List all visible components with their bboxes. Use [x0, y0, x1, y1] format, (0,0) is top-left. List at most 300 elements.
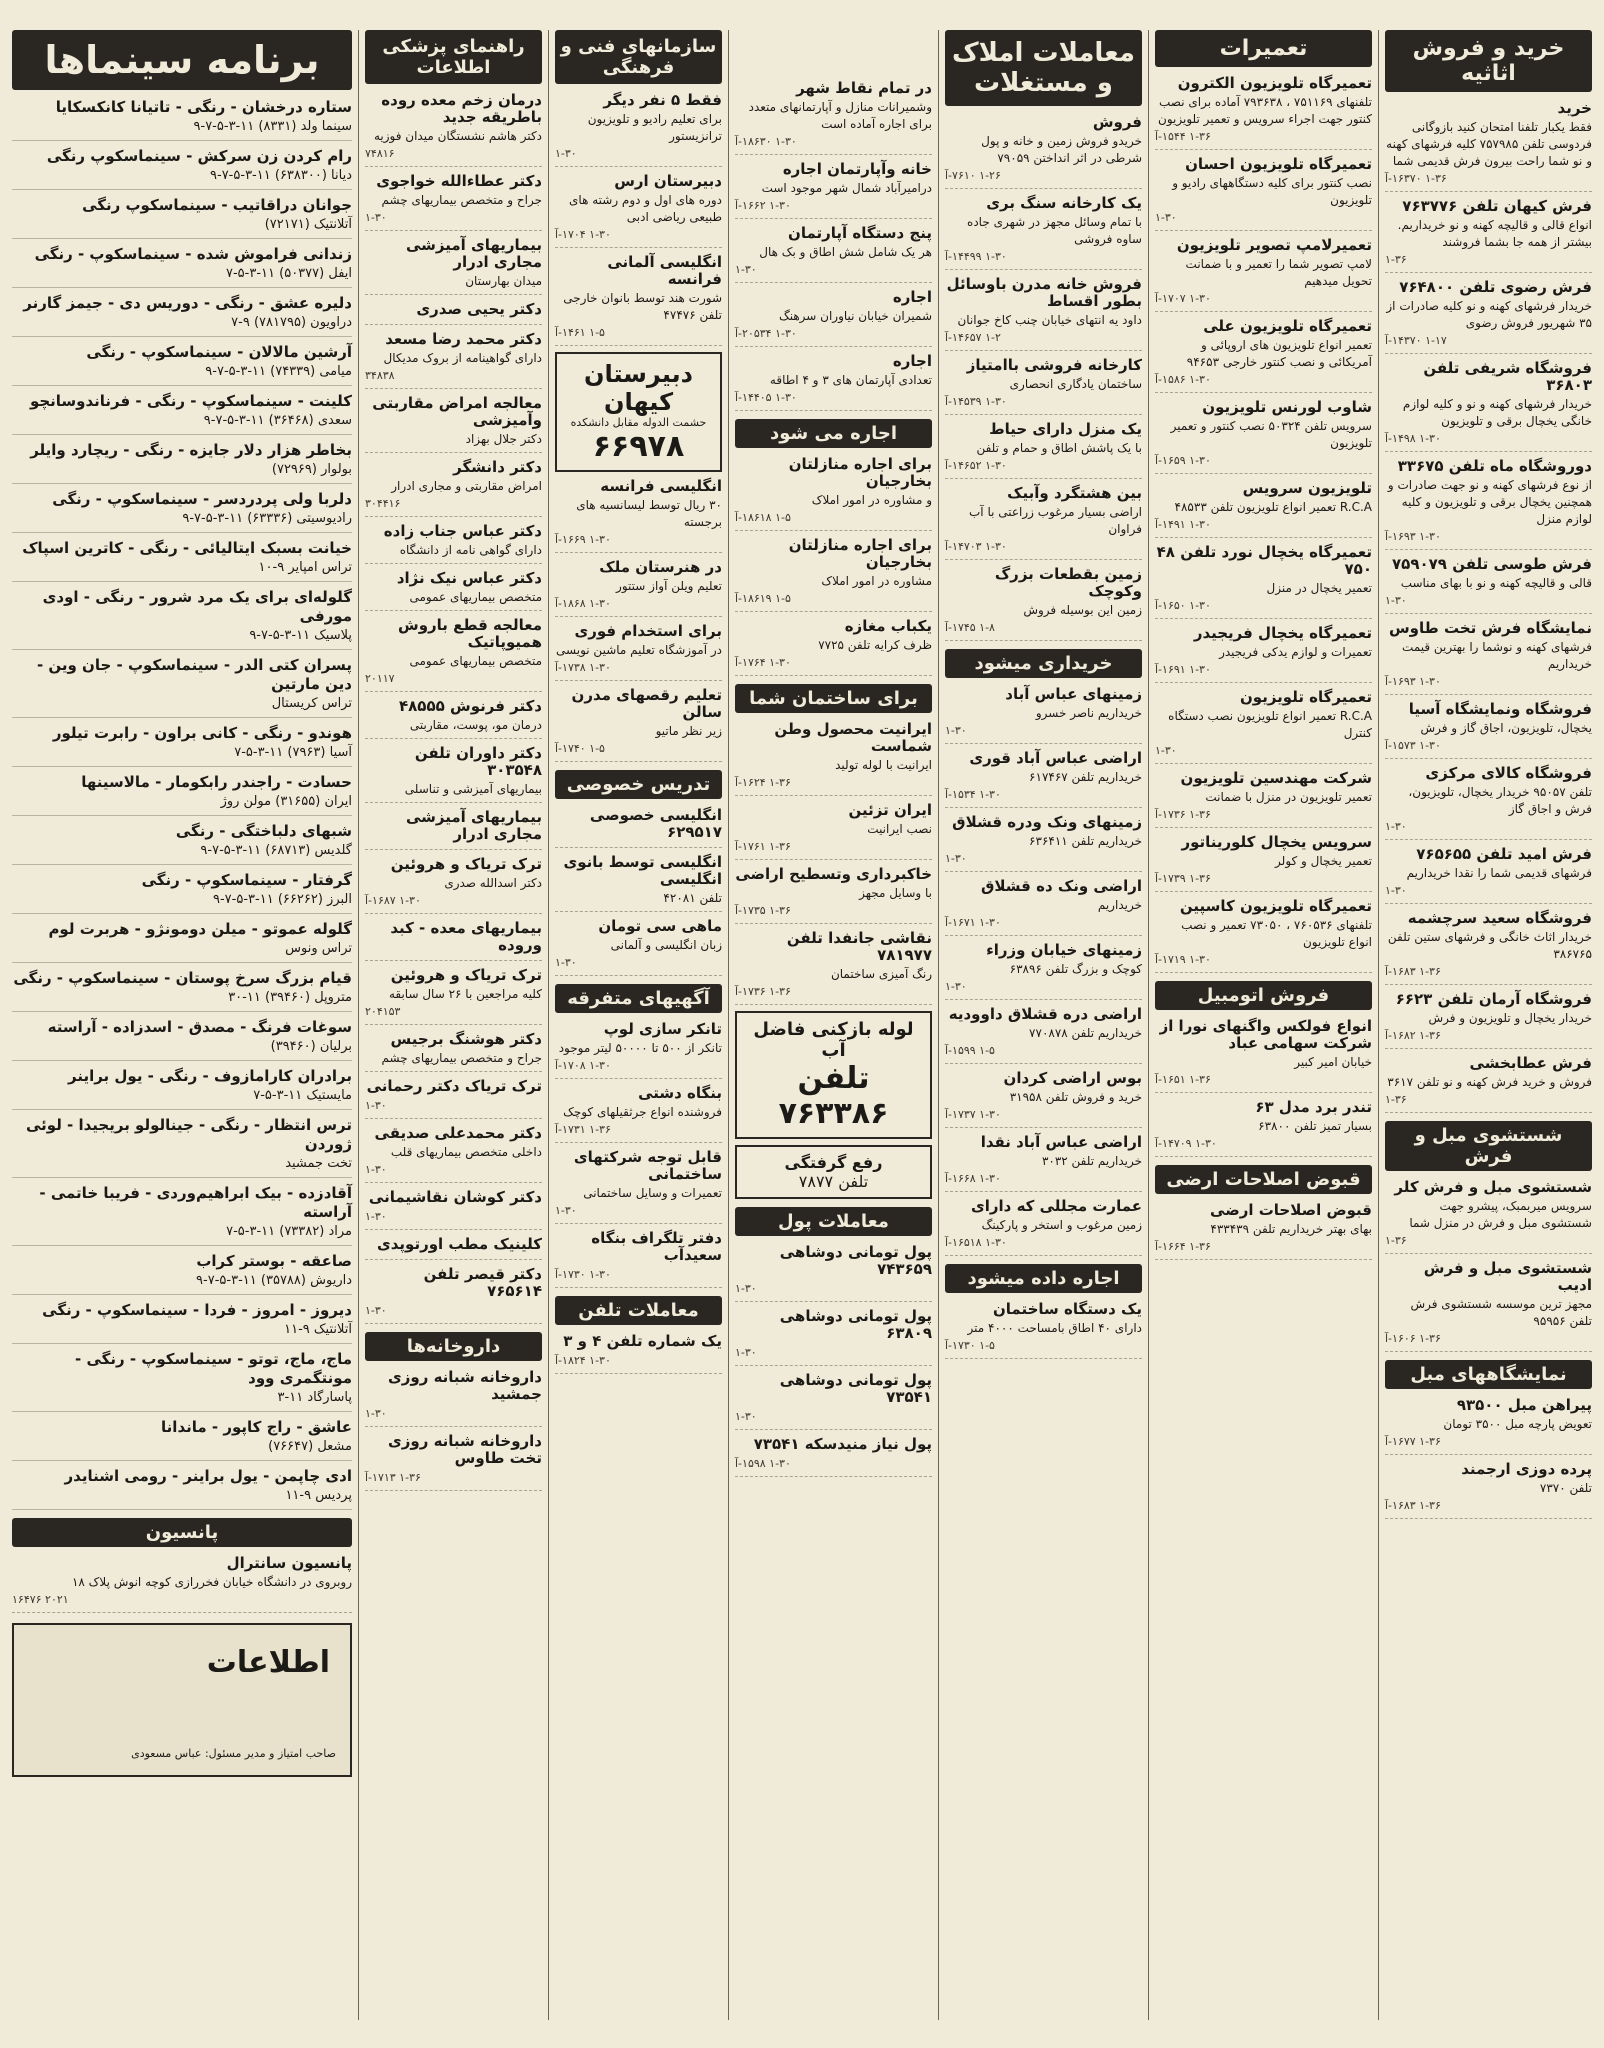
classified-ad	[945, 814, 1142, 872]
realestate2-section-building: برای ساختمان شما	[735, 684, 932, 713]
ad-code: ۱-۳۰ ۱۴۹۱-آ	[1155, 518, 1211, 531]
ad-code: ۱-۳۰ ۱۶۵۹-آ	[1155, 454, 1211, 467]
ad-title: تعلیم رقصهای مدرن سالن	[571, 686, 722, 721]
classified-ad	[1385, 1397, 1592, 1455]
ad-body: بیماریهای آمیزشی و تناسلی	[404, 782, 542, 796]
ad-title: تانکر سازی لوپ	[603, 1020, 722, 1038]
ad-body: تعمیر تلویزیون در منزل با ضمانت	[1205, 790, 1372, 804]
ad-code: ۱-۳۰ ۱۵۸۶-آ	[1155, 373, 1211, 386]
ad-title: خاکبرداری وتسطیح اراضی	[735, 865, 932, 883]
ad-title: بیماریهای آمیزشی مجاری ادرار	[405, 236, 542, 271]
classified-ad	[1155, 898, 1372, 973]
classified-ad	[365, 173, 542, 231]
ad-code: ۱-۳۶ ۱۷۳۹-آ	[1155, 872, 1211, 885]
film-title: خیانت بسبک ایتالیائی - رنگی - کاترین اسپاک	[22, 539, 352, 557]
cinema-listing	[12, 822, 352, 865]
ad-title: تعمیرلامپ تصویر تلویزیون	[1176, 236, 1372, 254]
furniture-heading: خرید و فروش اثاثیه	[1385, 30, 1592, 92]
ad-body: زبان انگلیسی و آلمانی	[610, 938, 722, 952]
cinema-section-pension: پانسیون	[12, 1518, 352, 1547]
ad-code: ۱-۵ ۱۷۳۰-آ	[945, 1339, 995, 1352]
kayhan-school-subtitle: حشمت الدوله مقابل دانشکده	[570, 416, 707, 429]
ad-code: ۱-۳۰ ۱۸۲۴-آ	[555, 1354, 611, 1367]
film-title: آرشین مالالان - سینماسکوپ - رنگی	[86, 343, 352, 361]
classified-ad	[1155, 1018, 1372, 1093]
ad-body: درامیرآباد شمال شهر موجود است	[761, 181, 932, 195]
ad-body: و مشاوره در امور املاک	[811, 493, 932, 507]
film-showtimes: داریوش (۳۵۷۸۸) ۱۱-۳-۵-۷-۹	[196, 1273, 352, 1288]
ad-body: رنگ آمیزی ساختمان	[830, 967, 932, 981]
ad-body: امراض مقاربتی و مجاری ادرار	[391, 479, 542, 493]
classified-ad	[945, 1070, 1142, 1128]
ad-body: فروش و خرید فرش کهنه و نو تلفن ۳۶۱۷	[1387, 1075, 1592, 1089]
ad-body: با یک پاشش اطاق و حمام و تلفن	[976, 441, 1142, 455]
ad-body: دارای گواهی نامه از دانشگاه	[399, 543, 542, 557]
ad-title: دوروشگاه ماه تلفن ۳۳۶۷۵	[1397, 457, 1592, 475]
film-showtimes: آتلانتیک ۹-۱۱	[284, 1322, 352, 1337]
drain-ad-box	[735, 1011, 932, 1139]
ad-body: تعمیر انواع تلویزیون های اروپائی و آمریکائی و نصب کنتور خارجی ۹۴۶۵۳	[1186, 338, 1372, 369]
ad-body: خیابان امیر کبیر	[1294, 1055, 1372, 1069]
classified-ad	[365, 459, 542, 517]
classified-ad	[365, 1433, 542, 1491]
classified-ad	[1155, 480, 1372, 538]
film-title: سوغات فرنگ - مصدق - اسدزاده - آراسته	[47, 1018, 352, 1036]
film-showtimes: مراد (۷۳۳۸۲) ۱۱-۳-۵-۷	[226, 1224, 352, 1239]
ad-code: ۱-۳۰ ۱۸۶۸-آ	[555, 597, 611, 610]
furniture-column	[1378, 30, 1598, 2020]
ad-code: ۱-۳۰ ۱۷۱۹-آ	[1155, 953, 1211, 966]
cinema-listing	[12, 1350, 352, 1412]
classified-ad	[735, 1244, 932, 1302]
classified-ad	[555, 1021, 722, 1079]
classified-ad	[1385, 1055, 1592, 1113]
ad-title: زمینهای عباس آباد	[1005, 685, 1142, 703]
ad-body: تعلیم ویلن آواز ستتور	[616, 579, 722, 593]
classified-ad	[1385, 1260, 1592, 1352]
classified-ad	[555, 854, 722, 912]
ad-title: فروشگاه آرمان تلفن ۶۶۲۳	[1395, 990, 1592, 1008]
ad-title: تعمیرگاه تلویزیون احسان	[1185, 155, 1372, 173]
culture-section-phone: معاملات تلفن	[555, 1296, 722, 1325]
ad-title: فرش امید تلفن ۷۶۵۶۵۵	[1416, 845, 1592, 863]
film-title: ماج، ماج، توتو - سینماسکوپ - رنگی - مونتگمری وود	[75, 1350, 352, 1387]
classified-ad	[365, 809, 542, 850]
film-title: دلربا ولی پردردسر - سینماسکوپ - رنگی	[52, 490, 352, 508]
ad-title: نقاشی جانفدا تلفن ۷۸۱۹۷۷	[786, 929, 932, 964]
classified-ad	[945, 485, 1142, 560]
ad-code: ۱-۵ ۱۸۶۱۹-آ	[735, 592, 791, 605]
ad-body: بسیار تمیز تلفن ۶۳۸۰۰	[1258, 1119, 1372, 1133]
ad-code: ۱-۳۰ ۱۵۹۸-آ	[735, 1457, 791, 1470]
ad-body: تعمیرات و وسایل ساختمانی	[583, 1186, 722, 1200]
ad-body: جراح و متخصص بیماریهای چشم	[381, 193, 542, 207]
ad-body: قالی و قالیچه کهنه و نو با بهای مناسب	[1400, 576, 1592, 590]
ad-body: داود یه انتهای خیابان چنب کاخ جوانان	[957, 313, 1142, 327]
ad-title: دفتر تلگراف بنگاه سعیدآب	[591, 1229, 722, 1264]
film-title: ادی چاپمن - یول براینر - رومی اشنایدر	[64, 1467, 352, 1485]
ad-title: دکتر عطاءالله خواجوی	[376, 172, 542, 190]
cinema-listing	[12, 1301, 352, 1344]
ad-body: خریداریم تلفن ۶۳۶۴۱۱	[1029, 834, 1142, 848]
drain-ad-title: لوله بازکنی فاضل آب	[753, 1019, 914, 1061]
ad-code: ۱-۳۶ ۱۶۳۷۰-آ	[1385, 172, 1447, 185]
classified-ad	[945, 357, 1142, 415]
classified-ad	[1155, 1202, 1372, 1260]
cinema-listing	[12, 245, 352, 288]
ad-body: تلفن ۹۵۰۵۷ خریدار یخچال، تلویزیون، فرش و اجاق گاز	[1408, 785, 1592, 816]
ad-code: ۱-۳۶ ۱۶۸۲-آ	[1385, 1029, 1441, 1042]
ad-code: ۱-۳۰	[555, 1204, 577, 1217]
ad-body: از نوع فرشهای کهنه و نو جهت صادرات و همچنین یخچال برقی و تلویزیون و کلیه لوازم منزل	[1387, 478, 1592, 526]
ad-code: ۱-۳۰	[945, 724, 967, 737]
classified-ad	[365, 301, 542, 325]
classified-ad	[365, 856, 542, 914]
ad-title: ایران تزئین	[848, 801, 932, 819]
classified-ad	[555, 254, 722, 346]
cinema-column	[6, 30, 358, 2020]
film-showtimes: مشعل (۷۶۶۴۷)	[268, 1439, 352, 1454]
cinema-listing	[12, 490, 352, 533]
ad-title: اراضی عباس آباد نقدا	[980, 1133, 1142, 1151]
ad-code: ۱-۲ ۱۴۶۵۷-آ	[945, 331, 1001, 344]
ad-body: دارای گواهینامه از بروک مدیکال	[383, 351, 542, 365]
film-title: گلوله عموتو - میلن دومونژو - هربرت لوم	[48, 920, 352, 938]
blockage-ad-box	[735, 1145, 932, 1199]
film-showtimes: پلاسیک ۱۱-۳-۵-۷-۹	[249, 628, 352, 643]
film-showtimes: متروپل (۳۹۴۶۰) ۱۱-۳۰	[228, 990, 352, 1005]
ad-body: زمین این بوسیله فروش	[1023, 603, 1142, 617]
classified-ad	[365, 1189, 542, 1230]
ad-title: پول نیاز منیدسکه ۷۳۵۴۱	[753, 1435, 932, 1453]
ad-title: بنگاه دشتی	[638, 1084, 722, 1102]
ad-body: نصب ایرانیت	[867, 822, 932, 836]
classified-ad	[365, 745, 542, 803]
ad-body: فرشهای قدیمی شما را نقدا خریداریم	[1406, 866, 1592, 880]
ad-code: ۱-۳۰	[735, 1346, 757, 1359]
classified-ad	[365, 523, 542, 564]
classified-ad	[735, 1308, 932, 1366]
ad-code: ۱-۳۰ ۱۶۹۱-آ	[1155, 663, 1211, 676]
film-showtimes: دیانا (۶۳۸۳۰۰) ۱۱-۳-۵-۷-۹	[210, 168, 352, 183]
classified-ad	[1155, 544, 1372, 619]
ad-body: مشاوره در امور املاک	[821, 574, 932, 588]
ad-body: میدان بهارستان	[465, 274, 542, 288]
film-title: پسران کتی الدر - سینماسکوپ - جان وین - دین مارتین	[36, 656, 352, 693]
ad-body: یخچال، تلویزیون، اجاق گاز و فرش	[1420, 721, 1592, 735]
ad-code: ۱-۳۶ ۱۶۸۳-آ	[1385, 965, 1441, 978]
ad-title: انگلیسی توسط بانوی انگلیسی	[563, 853, 722, 888]
ad-title: پول تومانی دوشاهی ۷۴۳۶۵۹	[779, 1243, 932, 1278]
ad-body: داخلی متخصص بیماریهای قلب	[390, 1145, 542, 1159]
ad-body: خریداریم	[1097, 898, 1142, 912]
ad-title: دبیرستان ارس	[614, 172, 722, 190]
classified-ad	[365, 1266, 542, 1324]
film-title: آقادزده - بیک ابراهیم‌وردی - فریبا خاتمی - آراسته	[39, 1184, 352, 1221]
classified-ad	[945, 421, 1142, 479]
classified-ad	[365, 698, 542, 739]
film-title: هوندو - رنگی - کانی براون - رابرت تیلور	[52, 724, 352, 742]
ad-title: تلویزیون سرویس	[1242, 479, 1372, 497]
film-title: ترس انتظار - رنگی - جینالولو بریجیدا - لوئی ژوردن	[25, 1116, 352, 1153]
ad-code: ۱-۳۶	[1385, 253, 1407, 266]
ad-body: سرویس میربمبک، پیشرو جهت شستشوی مبل و فرش در منزل شما	[1409, 1199, 1592, 1230]
ad-code: ۱-۵ ۱۸۶۱۸-آ	[735, 511, 791, 524]
classified-ad	[1155, 770, 1372, 828]
ad-body: ظرف کرایه تلفن ۷۷۲۵	[818, 638, 932, 652]
cinema-listing	[12, 1252, 352, 1295]
ad-title: بین هشتگرد وآبیک	[1007, 484, 1142, 502]
classified-ad	[1385, 765, 1592, 840]
classified-ad	[365, 237, 542, 295]
ad-code: ۱-۵ ۱۵۹۹-آ	[945, 1044, 995, 1057]
ad-title: اجاره	[892, 288, 932, 306]
repairs-section-land-bonds: قبوض اصلاحات ارضی	[1155, 1165, 1372, 1194]
ad-code: ۱-۳۰	[365, 1210, 387, 1223]
ad-body: متخصص بیماریهای عمومی	[409, 590, 542, 604]
ad-title: پرده دوزی ارجمند	[1461, 1460, 1592, 1478]
film-title: شبهای دلباختگی - رنگی	[175, 822, 352, 840]
ad-code: ۱-۳۶ ۱۷۳۱-آ	[555, 1123, 611, 1136]
cinema-heading: برنامه سینماها	[12, 30, 352, 90]
ad-title: بیماریهای آمیزشی مجاری ادرار	[405, 808, 542, 843]
ad-body: فرشهای کهنه و نوشما را بهترین قیمت خریداریم	[1402, 640, 1592, 671]
film-title: بخاطر هزار دلار جایزه - رنگی - ریچارد وایلر	[30, 441, 352, 459]
ad-title: دکتر یحیی صدری	[416, 300, 542, 318]
ad-title: نمایشگاه فرش تخت طاوس	[1388, 619, 1592, 637]
classified-ad	[735, 161, 932, 219]
film-showtimes: سعدی (۳۶۴۶۸) ۱۱-۳-۵-۷-۹	[203, 413, 352, 428]
ad-body: شورت هند توسط بانوان خارجی تلفن ۴۷۴۷۶	[563, 291, 722, 322]
film-showtimes: تخت جمشید	[285, 1156, 352, 1171]
realestate-section-rent-given: اجاره داده میشود	[945, 1264, 1142, 1293]
ad-code: ۱-۳۰	[735, 1410, 757, 1423]
cinema-listing	[12, 98, 352, 141]
classified-ad	[365, 1125, 542, 1183]
ad-title: داروخانه شبانه روزی تخت طاوس	[388, 1432, 542, 1467]
ad-code: ۱-۳۰	[1385, 884, 1407, 897]
repairs-section-cars: فروش اتومبیل	[1155, 981, 1372, 1010]
ad-code: ۱-۳۰ ۱۴۹۸-آ	[1385, 432, 1441, 445]
repairs-heading: تعمیرات	[1155, 30, 1372, 67]
ad-body: متخصص بیماریهای عمومی	[409, 654, 542, 668]
ad-code: ۱-۳۰ ۱۷۳۸-آ	[555, 661, 611, 674]
ad-code: ۱-۳۰	[365, 1304, 387, 1317]
ad-code: ۱-۳۰	[365, 1099, 387, 1112]
classified-ad	[555, 1085, 722, 1143]
ad-code: ۱-۳۶ ۱۶۸۳-آ	[1385, 1499, 1441, 1512]
ad-title: دکتر دانشگر	[453, 458, 542, 476]
cinema-listing	[12, 969, 352, 1012]
ad-body: فروشنده انواع جرثقیلهای کوچک	[563, 1105, 722, 1119]
ad-code: ۱-۳۶ ۱۶۶۴-آ	[1155, 1240, 1211, 1253]
film-showtimes: تراس امپایر ۹-۱۰	[258, 560, 352, 575]
kayhan-school-box	[555, 352, 722, 472]
ad-title: فرش طوسی تلفن ۷۵۹۰۷۹	[1392, 555, 1592, 573]
film-showtimes: آتلانتیک (۷۲۱۷۱)	[264, 217, 352, 232]
ad-body: درمان مو، پوست، مقاربتی	[409, 718, 542, 732]
ad-title: شستشوی مبل و فرش ادیب	[1423, 1259, 1592, 1294]
ad-code: ۱-۳۶ ۱۶۰۶-آ	[1385, 1332, 1441, 1345]
ad-title: در هنرستان ملک	[599, 558, 722, 576]
ad-body: با وسایل مجهز	[859, 886, 932, 900]
ad-body: خریداریم تلفن ۳۰۳۲	[1041, 1154, 1142, 1168]
cinema-listing	[12, 1467, 352, 1510]
classified-ad	[1385, 458, 1592, 550]
ad-title: بیماریهای معده - کبد وروده	[390, 919, 542, 954]
classified-ad	[1385, 100, 1592, 192]
ad-title: خرید	[1557, 99, 1592, 117]
ad-title: اراضی دره قشلاق داوودیه	[948, 1005, 1142, 1023]
classified-ad	[945, 1006, 1142, 1064]
ad-code: ۱-۳۰ ۱۶۶۸-آ	[945, 1172, 1001, 1185]
classified-ad	[1385, 846, 1592, 904]
ad-code: ۱-۳۶ ۱۷۶۱-آ	[735, 840, 791, 853]
ad-body: ایرانیت با لوله تولید	[835, 758, 932, 772]
ad-title: برای استخدام فوری	[574, 622, 722, 640]
ad-title: زمین بقطعات بزرگ وکوچک	[994, 565, 1142, 600]
ad-body: ۳۰ ریال توسط لیسانسیه های برجسته	[576, 498, 722, 529]
classified-ad	[735, 80, 932, 155]
ad-title: فروش	[1092, 113, 1142, 131]
ad-code: ۱-۳۰ ۱۶۶۹-آ	[555, 533, 611, 546]
ad-body: دکتر هاشم نشستگان میدان فوزیه	[373, 129, 542, 143]
classified-ad	[945, 942, 1142, 1000]
cinema-listing	[12, 147, 352, 190]
ad-body: تانکر از ۵۰۰ تا ۵۰۰۰۰ لیتر موجود	[558, 1041, 722, 1055]
classified-ad	[945, 114, 1142, 189]
blockage-ad-number: تلفن ۷۸۷۷	[798, 1172, 869, 1191]
classified-ad	[1385, 198, 1592, 273]
classified-ad	[735, 866, 932, 924]
film-showtimes: البرز (۶۶۲۶۲) ۱۱-۳-۵-۷-۹	[212, 892, 352, 907]
classified-ad	[365, 920, 542, 961]
ad-code: ۱-۳۰ ۱۶۹۳-آ	[1385, 675, 1441, 688]
film-title: گلوله‌ای برای یک مرد شرور - رنگی - اودی مورفی	[42, 588, 352, 625]
ad-title: عمارت مجللی که دارای	[970, 1197, 1142, 1215]
film-title: رام کردن زن سرکش - سینماسکوپ رنگی	[46, 147, 352, 165]
ad-title: معالجه قطع باروش همیوپاتیک	[398, 616, 542, 651]
medical-column	[358, 30, 548, 2020]
ad-body: تعویض پارچه مبل ۳۵۰۰ تومان	[1443, 1417, 1592, 1431]
ad-title: دکتر قیصر تلفن ۷۶۵۶۱۴	[423, 1265, 542, 1300]
culture-section-misc: آگهیهای متفرقه	[555, 984, 722, 1013]
ad-title: برای اجاره منازلتان بخارجیان	[788, 536, 932, 571]
classified-ad	[1155, 75, 1372, 150]
ad-title: دکتر هوشنگ برجیس	[390, 1030, 542, 1048]
ad-code: ۲۰۴۱۵۳	[365, 1005, 401, 1018]
ad-title: پول تومانی دوشاهی ۶۳۸۰۹	[779, 1307, 932, 1342]
ad-title: انگلیسی فرانسه	[600, 477, 722, 495]
ad-title: یک دستگاه ساختمان	[992, 1300, 1142, 1318]
ad-code: ۱-۲۶ ۷۶۱۰-آ	[945, 169, 1001, 182]
ad-code: ۱-۳۰ ۱۴۴۹۹-آ	[945, 250, 1007, 263]
repairs-column	[1148, 30, 1378, 2020]
film-showtimes: تراس کریستال	[271, 696, 352, 711]
cinema-listing	[12, 392, 352, 435]
classified-ad	[945, 686, 1142, 744]
classified-ad	[735, 537, 932, 612]
film-title: ستاره درخشان - رنگی - تاتیانا کانکسکایا	[55, 98, 352, 116]
classified-ad	[555, 559, 722, 617]
ad-title: بوس اراضی کردان	[1003, 1069, 1142, 1087]
classified-ad	[555, 1333, 722, 1374]
ad-code: ۳۴۸۳۸	[365, 369, 395, 382]
ad-code: ۱-۳۶	[1385, 1093, 1407, 1106]
ad-title: اراضی ونک ده قشلاق	[980, 877, 1142, 895]
ad-title: قبوض اصلاحات ارضی	[1210, 1201, 1372, 1219]
film-showtimes: میامی (۷۴۳۳۹) ۱۱-۳-۵-۷-۹	[205, 364, 352, 379]
cinema-listing	[12, 773, 352, 816]
pension-ad: پانسیون سانترال روبروی در دانشگاه خیابان فخررازی کوچه انوش پلاک ۱۸ ۲۰۲۱ ۱۶۴۷۶	[12, 1555, 352, 1613]
ad-title: دکتر کوشان نقاشیمانی	[368, 1188, 542, 1206]
ad-code: ۱-۳۰ ۱۶۷۱-آ	[945, 916, 1001, 929]
cinema-listing	[12, 1184, 352, 1246]
classified-ad	[945, 566, 1142, 641]
classified-ad	[365, 570, 542, 611]
classified-ad	[365, 1031, 542, 1072]
ad-body: شمیران خیابان نیاوران سرهنگ	[778, 309, 932, 323]
classified-ad	[1155, 156, 1372, 231]
ad-body: خریداریم ناصر خسرو	[1035, 706, 1142, 720]
ad-title: فرش کیهان تلفن ۷۶۳۷۷۶	[1402, 197, 1592, 215]
ad-body: خریدار فرشهای کهنه و نو و کلیه لوازم خانگی یخچال برقی و تلویزیون	[1402, 397, 1592, 428]
ad-code: ۱-۳۰ ۱۷۳۰-آ	[555, 1268, 611, 1281]
classified-ad	[555, 1149, 722, 1224]
ad-title: شاوب لورنس تلویزیون	[1202, 398, 1372, 416]
classified-ad	[1155, 834, 1372, 892]
ad-code: ۱-۳۶ ۱۶۵۱-آ	[1155, 1073, 1211, 1086]
film-showtimes: دراویون (۷۸۱۷۹۵) ۹-۷	[231, 315, 352, 330]
ad-code: ۱-۳۰	[1385, 594, 1407, 607]
film-showtimes: سینما ولد (۸۳۳۱) ۱۱-۳-۵-۷-۹	[193, 119, 352, 134]
ad-code: ۱-۳۰ ۲۰۵۳۴-آ	[735, 327, 797, 340]
ad-code: ۱-۳۰ ۱۵۷۳-آ	[1385, 739, 1441, 752]
ad-title: درمان زخم معده روده باطریقه جدید	[381, 91, 542, 126]
medical-section-pharmacies: داروخانه‌ها	[365, 1332, 542, 1361]
realestate-heading: معاملات املاک و مستغلات	[945, 30, 1142, 106]
classified-ad	[945, 1134, 1142, 1192]
ad-title: سرویس یخچال کلوریناتور	[1181, 833, 1372, 851]
ad-title: فروشگاه ونمایشگاه آسیا	[1408, 700, 1592, 718]
ad-code: ۱-۳۰ ۱۷۳۷-آ	[945, 1108, 1001, 1121]
ad-body: نصب کنتور برای کلیه دستگاههای رادیو و تلویزیون	[1172, 176, 1372, 207]
ad-title: تعمیرگاه یخچال فریجیدر	[1193, 624, 1372, 642]
ad-code: ۱-۱۷ ۱۴۳۷۰-آ	[1385, 334, 1447, 347]
ad-body: تعمیر یخچال و کولر	[1275, 854, 1372, 868]
classified-ad	[365, 1236, 542, 1260]
ad-body: خرید و فروش تلفن ۳۱۹۵۸	[1009, 1090, 1142, 1104]
ad-code: ۱-۳۰ ۱۴۴۰۵-آ	[735, 391, 797, 404]
ad-body: دوره های اول و دوم رشته های طبیعی ریاضی ادبی	[569, 193, 722, 224]
ad-body: R.C.A تعمیر انواع تلویزیون تلفن ۴۸۵۳۳	[1174, 500, 1372, 514]
ad-title: زمینهای ونک ودره قشلاق	[952, 813, 1142, 831]
ad-title: تعمیرگاه تلویزیون کاسپین	[1179, 897, 1372, 915]
film-title: دلیره عشق - رنگی - دوریس دی - جیمز گارنر	[23, 294, 352, 312]
classified-ad	[1385, 1461, 1592, 1519]
classified-ad	[555, 92, 722, 167]
realestate-section-buying: خریداری میشود	[945, 649, 1142, 678]
ad-code: ۱-۳۰ ۱۷۰۷-آ	[1155, 292, 1211, 305]
ettelaat-logo	[12, 1623, 352, 1777]
classified-ad	[735, 456, 932, 531]
realestate2-column	[728, 30, 938, 2020]
ad-code: ۱-۳۰ ۱۵۳۴-آ	[945, 788, 1001, 801]
ad-title: فرش عطابخشی	[1469, 1054, 1592, 1072]
classified-ad	[735, 802, 932, 860]
ad-code: ۱-۳۰	[735, 1282, 757, 1295]
classified-ad	[555, 173, 722, 248]
